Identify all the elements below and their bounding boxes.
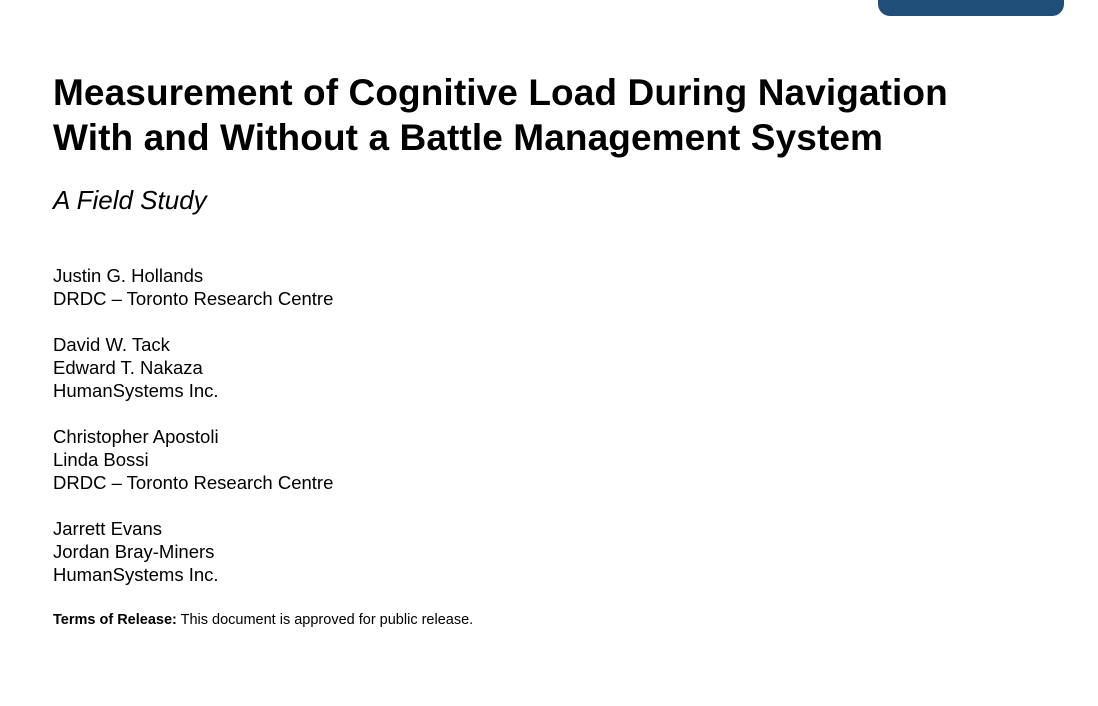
author-name: Jordan Bray-Miners xyxy=(53,541,215,562)
author-group-2 xyxy=(53,333,653,402)
terms-of-release-text: This document is approved for public release. xyxy=(176,612,474,628)
author-affiliation: HumanSystems Inc. xyxy=(53,380,219,401)
author-name: Linda Bossi xyxy=(53,449,149,470)
author-group-3 xyxy=(53,425,653,494)
author-group-1 xyxy=(53,264,653,310)
author-name: Christopher Apostoli xyxy=(53,426,219,447)
author-list xyxy=(53,264,653,609)
author-affiliation: DRDC – Toronto Research Centre xyxy=(53,472,334,493)
terms-of-release-label: Terms of Release: xyxy=(53,612,177,628)
title-line-1: Measurement of Cognitive Load During Navigation xyxy=(53,72,948,113)
author-affiliation: HumanSystems Inc. xyxy=(53,564,219,585)
terms-of-release xyxy=(53,611,473,629)
title-line-2: With and Without a Battle Management System xyxy=(53,117,884,158)
document-title xyxy=(53,70,1063,160)
author-name: Jarrett Evans xyxy=(53,518,162,539)
author-affiliation: DRDC – Toronto Research Centre xyxy=(53,288,334,309)
author-name: David W. Tack xyxy=(53,334,170,355)
author-name: Justin G. Hollands xyxy=(53,265,204,286)
header-tab-decoration xyxy=(878,0,1064,16)
document-subtitle: A Field Study xyxy=(53,185,207,215)
author-group-4 xyxy=(53,517,653,586)
author-name: Edward T. Nakaza xyxy=(53,357,203,378)
